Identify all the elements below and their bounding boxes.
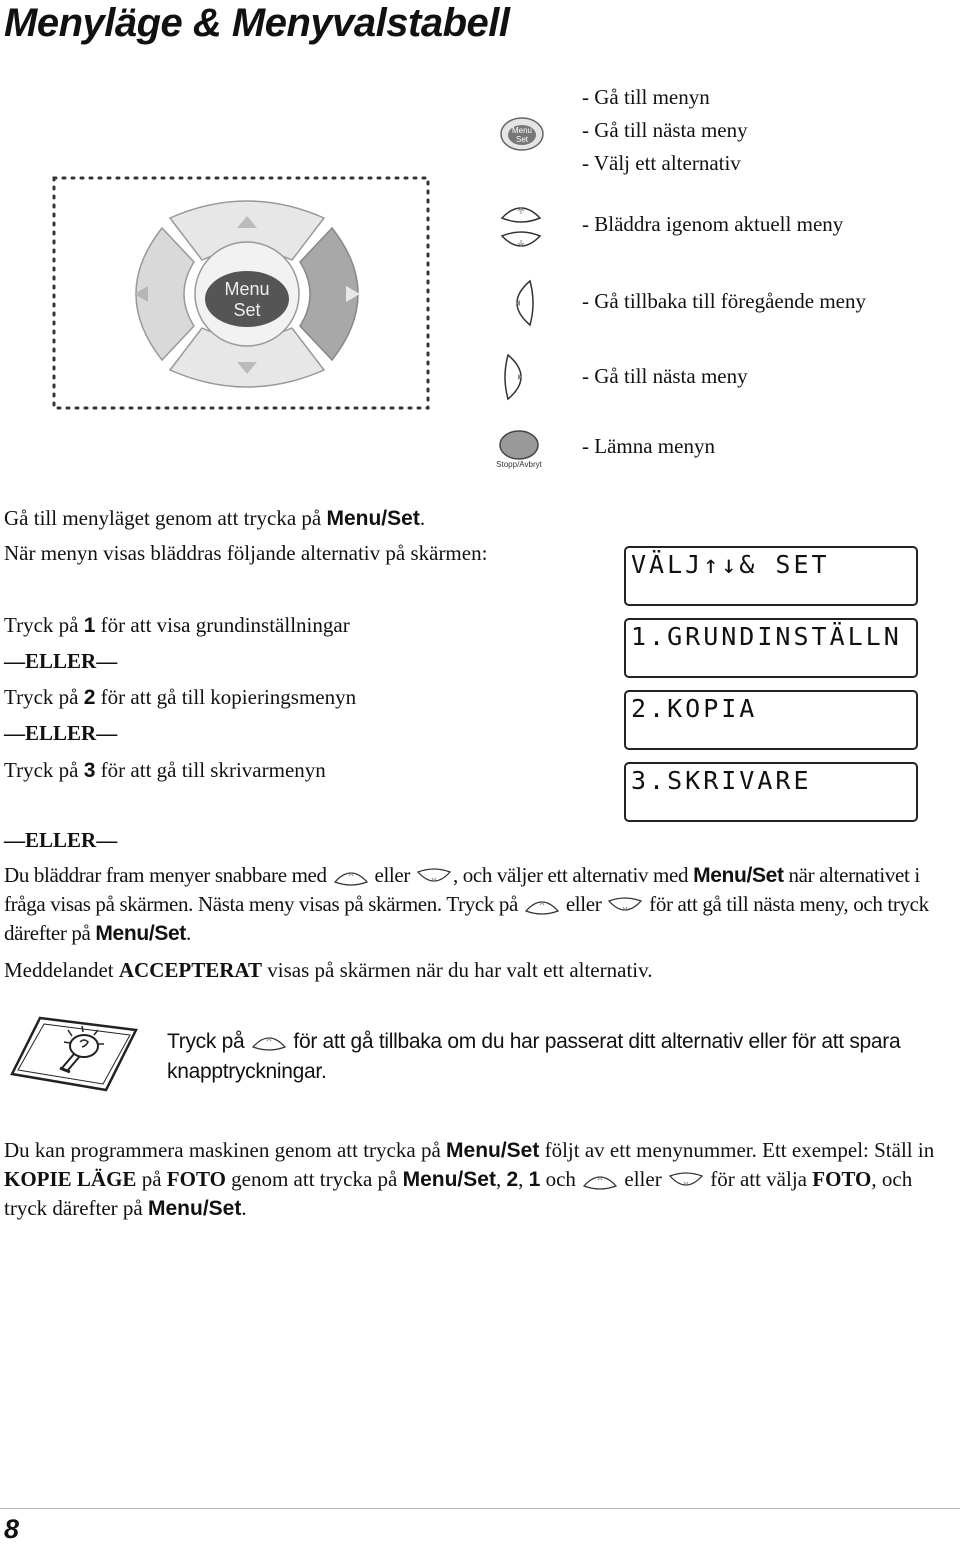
down-key-inline-icon <box>606 893 644 919</box>
legend-back-text: - Gå tillbaka till föregående meny <box>582 289 866 313</box>
option-1-pre: Tryck på <box>4 613 84 637</box>
page-title: Menyläge & Menyvalstabell <box>4 1 510 45</box>
down-key-inline-icon <box>415 864 453 890</box>
or-separator-2: —ELLER— <box>4 721 118 745</box>
prog-text-9: för att välja <box>704 1167 813 1191</box>
copy-mode-keyword: KOPIE LÄGE <box>4 1167 137 1191</box>
prog-text-10: , och tryck därefter på <box>4 1167 913 1221</box>
legend-left-icon <box>502 278 536 328</box>
prog-text-6: , <box>518 1167 529 1191</box>
menu-set-key-ref: Menu/Set <box>148 1197 242 1221</box>
photo-keyword: FOTO <box>166 1167 226 1191</box>
page-number: 8 <box>4 1514 20 1544</box>
lcd-screen-copy: 2.KOPIA <box>624 690 918 750</box>
down-key-inline-icon <box>667 1168 705 1194</box>
menu-set-key-ref: Menu/Set <box>326 507 420 530</box>
browse-text-4: när alternativet i fråga visas på skärmen. Nästa meny visas på skärmen. Tryck på <box>4 863 920 917</box>
intro-text: Gå till menyläget genom att trycka på <box>4 506 327 530</box>
or-separator-3: —ELLER— <box>4 828 118 852</box>
control-panel-illustration <box>52 176 432 412</box>
option-2-post: för att gå till kopieringsmenyn <box>95 685 357 709</box>
programming-paragraph <box>4 1136 954 1223</box>
option-2 <box>4 683 356 712</box>
small-set-label: Set <box>515 135 529 144</box>
menu-set-key-ref: Menu/Set <box>402 1168 496 1191</box>
prog-text-3: på <box>136 1167 167 1191</box>
legend-menu-set-icon <box>498 114 546 154</box>
prog-period: . <box>241 1196 247 1221</box>
up-key-inline-icon <box>332 864 370 890</box>
legend-scroll-text: - Bläddra igenom aktuell meny <box>582 212 844 236</box>
option-3-post: för att gå till skrivarmenyn <box>95 758 326 782</box>
legend-select-option: - Välj ett alternativ <box>582 151 741 175</box>
option-1-key: 1 <box>83 614 96 637</box>
accepted-line <box>4 956 653 985</box>
intro-line-2: När menyn visas bläddras följande alternativ på skärmen: <box>4 541 488 565</box>
prog-text-5: , <box>495 1167 507 1191</box>
legend-up-down-icon <box>498 196 544 258</box>
browse-text-1: Du bläddrar fram menyer snabbare med <box>4 863 332 887</box>
up-key-inline-icon <box>523 893 561 919</box>
key-2-ref: 2 <box>506 1168 519 1191</box>
prog-text-2: följt av ett menynummer. Ett exempel: Ställ in <box>539 1138 935 1162</box>
option-3-key: 3 <box>83 759 96 782</box>
menu-set-key-ref: Menu/Set <box>693 864 784 887</box>
browse-text-5: eller <box>560 892 607 917</box>
prog-text-4: genom att trycka på <box>225 1167 403 1191</box>
option-2-pre: Tryck på <box>4 685 84 709</box>
photo-keyword: FOTO <box>812 1167 872 1191</box>
tip-note-text <box>167 1027 957 1087</box>
legend-right-icon <box>502 352 536 402</box>
browse-text-6: för att gå till nästa meny, och tryck därefter på <box>4 892 929 946</box>
set-key-label: Set <box>233 300 261 320</box>
small-menu-label: Menu <box>511 126 533 135</box>
footer-divider <box>0 1508 960 1509</box>
menu-set-key-ref: Menu/Set <box>95 922 186 946</box>
prog-text-1: Du kan programmera maskinen genom att trycka på <box>4 1138 447 1162</box>
legend-next-menu: - Gå till nästa meny <box>582 118 748 142</box>
prog-text-7: och <box>540 1167 582 1191</box>
browse-text-3: , och väljer ett alternativ med <box>452 863 694 887</box>
option-1-post: för att visa grundinställningar <box>95 613 350 637</box>
key-1-ref: 1 <box>528 1168 541 1191</box>
accepted-keyword: ACCEPTERAT <box>118 958 262 982</box>
option-2-key: 2 <box>83 686 96 709</box>
legend-stop-icon <box>494 428 546 472</box>
intro-period: . <box>419 506 426 530</box>
legend-menu-set-text <box>582 84 748 183</box>
up-key-inline-icon <box>581 1168 619 1194</box>
control-panel-svg <box>52 176 432 412</box>
legend-exit-text: - Lämna menyn <box>582 434 715 458</box>
lcd-screen-general: 1.GRUNDINSTÄLLN <box>624 618 918 678</box>
up-key-inline-icon <box>250 1029 288 1055</box>
option-3 <box>4 756 326 785</box>
or-separator-1: —ELLER— <box>4 649 118 673</box>
lcd-screen-select: VÄLJ↑↓& SET <box>624 546 918 606</box>
legend-goto-menu: - Gå till menyn <box>582 85 710 109</box>
legend-forward-text: - Gå till nästa meny <box>582 364 748 388</box>
lcd-screen-printer: 3.SKRIVARE <box>624 762 918 822</box>
intro-line-1 <box>4 504 425 533</box>
note-post: för att gå tillbaka om du har passerat ditt alternativ eller för att spara knapptryckningar. <box>167 1030 901 1083</box>
stop-key-label: Stopp/Avbryt <box>496 460 542 469</box>
prog-text-8: eller <box>619 1167 667 1191</box>
accepted-post: visas på skärmen när du har valt ett alternativ. <box>262 958 653 982</box>
note-pre: Tryck på <box>167 1030 250 1053</box>
accepted-pre: Meddelandet <box>4 958 119 982</box>
browse-paragraph <box>4 861 954 948</box>
menu-key-label: Menu <box>224 279 270 299</box>
option-3-pre: Tryck på <box>4 758 84 782</box>
option-1 <box>4 611 350 640</box>
tip-note-icon <box>8 1014 140 1094</box>
menu-set-key-ref: Menu/Set <box>446 1139 540 1162</box>
browse-period: . <box>185 921 191 946</box>
browse-text-2: eller <box>369 863 415 887</box>
